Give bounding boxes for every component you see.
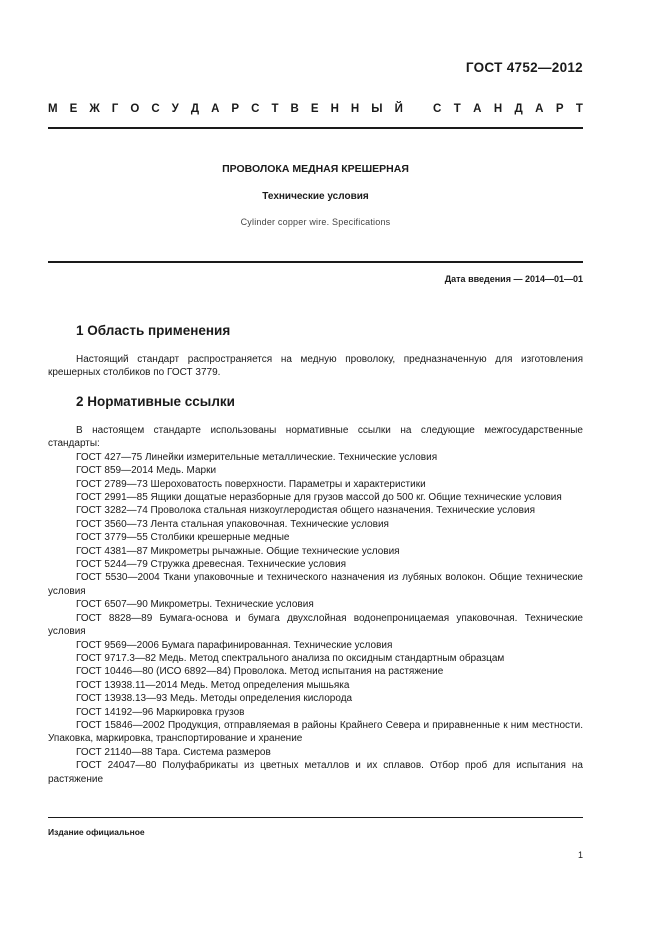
reference-item: ГОСТ 8828—89 Бумага-основа и бумага двухслойная водонепроницаемая упаковочная. Технические условия (48, 612, 583, 638)
heading-letter: Т (271, 103, 279, 115)
section-1-text: Настоящий стандарт распространяется на медную проволоку, предназначенную для изготовления крешерных столбиков по ГОСТ 3779. (48, 354, 583, 379)
reference-item: ГОСТ 13938.11—2014 Медь. Метод определения мышьяка (76, 679, 350, 691)
heading-letter: Н (330, 103, 339, 115)
heading-letter: Н (493, 103, 503, 115)
reference-item: ГОСТ 3282—74 Проволока стальная низкоуглеродистая общего назначения. Технические условия (76, 505, 535, 517)
gost-code: ГОСТ 4752—2012 (465, 60, 583, 75)
heading-letter: О (130, 103, 140, 115)
heading-letter: А (473, 103, 482, 115)
header-rule (48, 127, 583, 129)
heading-letter: С (151, 103, 160, 115)
reference-item: ГОСТ 2991—85 Ящики дощатые неразборные для грузов массой до 500 кг. Общие технические условия (76, 492, 562, 504)
reference-item: ГОСТ 21140—88 Тара. Система размеров (76, 746, 271, 758)
reference-item: ГОСТ 15846—2002 Продукция, отправляемая в районы Крайнего Севера и приравненные к ним местности. Упаковка, маркировка, транспортирование и хранение (48, 719, 583, 745)
reference-item: ГОСТ 859—2014 Медь. Марки (76, 465, 217, 477)
reference-item: ГОСТ 6507—90 Микрометры. Технические условия (76, 599, 314, 611)
intro-date: Дата введения — 2014—01—01 (444, 274, 583, 284)
reference-item: ГОСТ 427—75 Линейки измерительные металлические. Технические условия (76, 451, 438, 463)
reference-list (48, 451, 583, 786)
reference-item: ГОСТ 2789—73 Шероховатость поверхности. Параметры и характеристики (76, 478, 426, 490)
english-title: Cylinder copper wire. Specifications (240, 217, 391, 227)
heading-letter: Ж (89, 103, 100, 115)
heading-letter: Р (231, 103, 240, 115)
reference-item: ГОСТ 4381—87 Микрометры рычажные. Общие технические условия (76, 545, 400, 557)
heading-letter: Д (190, 103, 200, 115)
heading-letter: В (290, 103, 299, 115)
heading-letter: Т (453, 103, 461, 115)
reference-item: ГОСТ 24047—80 Полуфабрикаты из цветных металлов и их сплавов. Отбор проб для испытания на растяжение (48, 760, 583, 785)
heading-letter: М (48, 103, 58, 115)
heading-letter: Н (350, 103, 360, 115)
reference-item: ГОСТ 5530—2004 Ткани упаковочные и технического назначения из лубяных волокон. Общие технические условия (48, 572, 583, 597)
heading-letter: Р (555, 103, 564, 115)
standard-type-heading (48, 103, 583, 115)
heading-letter: Г (111, 103, 119, 115)
document-title: ПРОВОЛОКА МЕДНАЯ КРЕШЕРНАЯ (222, 163, 409, 175)
section-2-intro: В настоящем стандарте использованы нормативные ссылки на следующие межгосударственные стандарты: (48, 425, 583, 450)
reference-item: ГОСТ 9717.3—82 Медь. Метод спектрального анализа по оксидным стандартным образцам (76, 652, 505, 664)
edition-label: Издание официальное (48, 827, 145, 837)
heading-letter: Т (575, 103, 583, 115)
reference-item: ГОСТ 9569—2006 Бумага парафинированная. Технические условия (76, 639, 393, 651)
document-subtitle: Технические условия (262, 191, 369, 202)
heading-letter: У (171, 103, 179, 115)
heading-letter: А (535, 103, 544, 115)
section-1-heading: 1 Область применения (76, 323, 231, 338)
title-rule (48, 261, 583, 263)
reference-item: ГОСТ 14192—96 Маркировка грузов (76, 706, 245, 718)
heading-letter: Е (310, 103, 319, 115)
reference-item: ГОСТ 3560—73 Лента стальная упаковочная. Технические условия (76, 518, 389, 530)
section-2-heading: 2 Нормативные ссылки (76, 394, 235, 409)
heading-letter: Ы (371, 103, 383, 115)
footer-rule (48, 817, 583, 818)
reference-item: ГОСТ 3779—55 Столбики крешерные медные (76, 532, 290, 544)
standard-type-word-2 (433, 103, 583, 115)
heading-letter: С (433, 103, 442, 115)
heading-letter: Д (514, 103, 523, 115)
heading-letter: Е (69, 103, 78, 115)
standard-type-word-1 (48, 103, 403, 115)
reference-item: ГОСТ 13938.13—93 Медь. Методы определения кислорода (76, 693, 353, 705)
reference-item: ГОСТ 5244—79 Стружка древесная. Технические условия (76, 559, 347, 571)
references-block (48, 424, 583, 786)
heading-letter: С (251, 103, 260, 115)
reference-item: ГОСТ 10446—80 (ИСО 6892—84) Проволока. Метод испытания на растяжение (76, 666, 444, 678)
heading-letter: Й (394, 103, 403, 115)
heading-letter: А (211, 103, 220, 115)
page-number: 1 (577, 850, 583, 860)
